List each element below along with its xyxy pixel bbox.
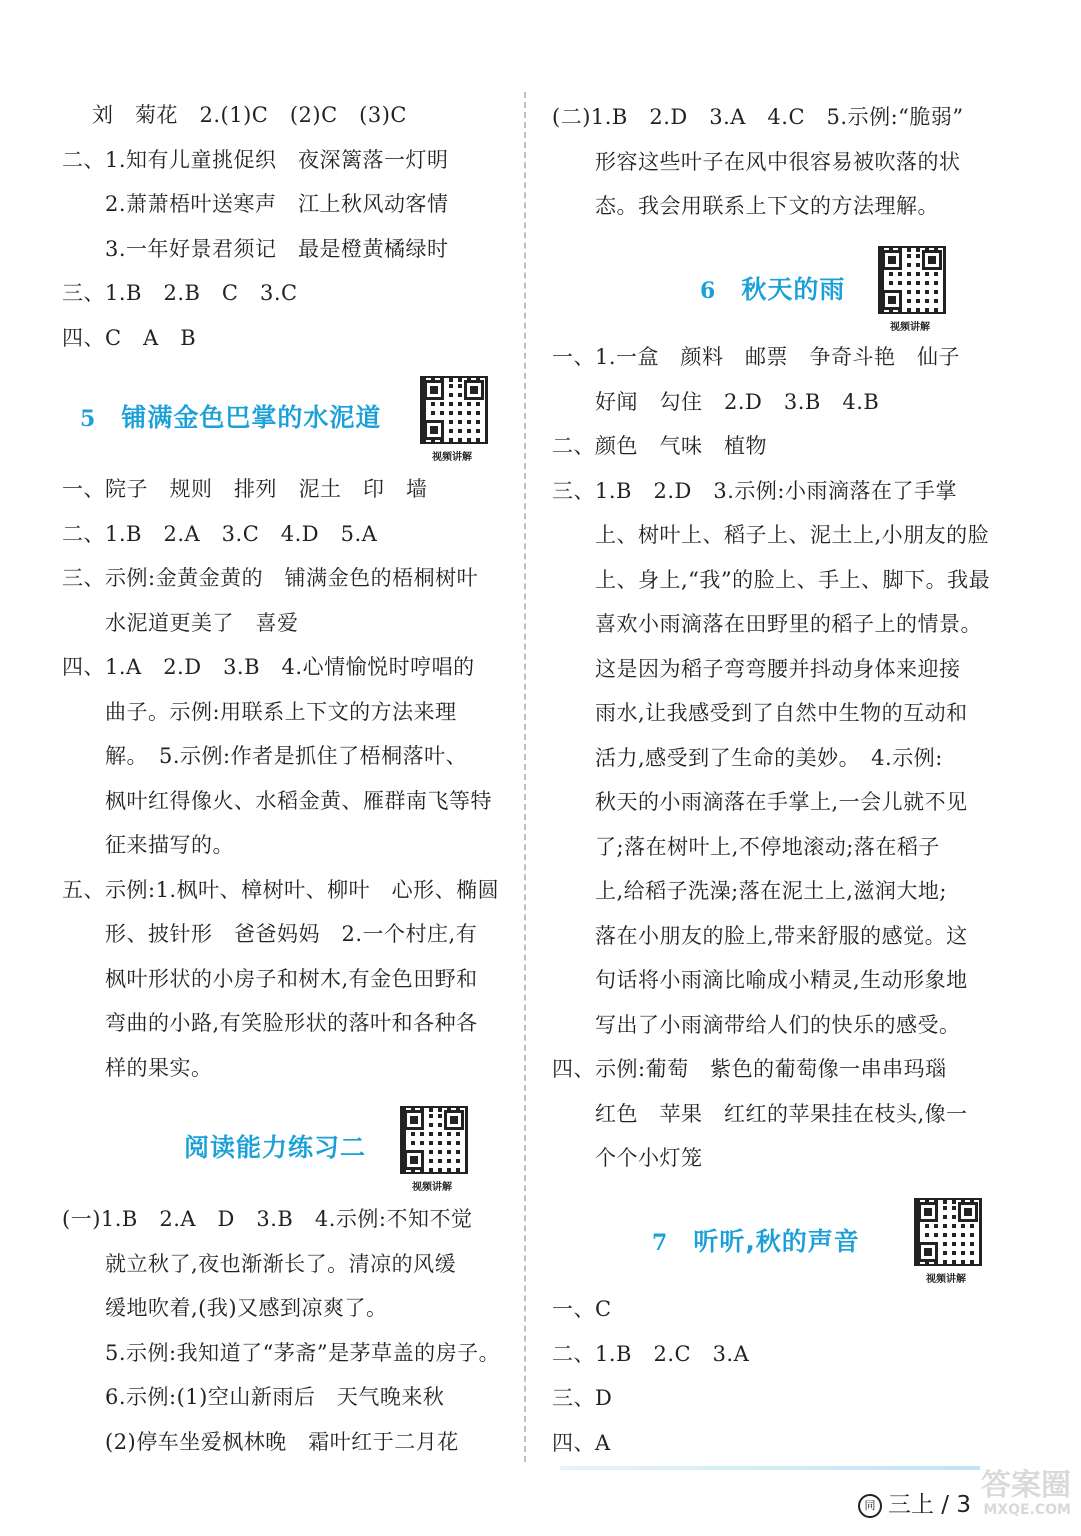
bottom-decor-bar	[560, 1466, 980, 1470]
answer-line: 缓地吹着,(我)又感到凉爽了。	[62, 1296, 388, 1320]
answer-line: 这是因为稻子弯弯腰并抖动身体来迎接	[552, 656, 961, 681]
lesson-6-heading	[700, 270, 845, 306]
answer-line: 秋天的小雨滴落在手掌上,一会儿就不见	[552, 790, 968, 814]
answer-line: 红色 苹果 红红的苹果挂在枝头,像一	[552, 1101, 968, 1126]
answer-line: 二、1.知有儿童挑促织 夜深篱落一灯明	[62, 147, 449, 172]
answer-line: 写出了小雨滴带给人们的快乐的感受。	[552, 1012, 961, 1037]
answer-line: 二、1.B 2.A 3.C 4.D 5.A	[62, 521, 378, 546]
answer-line: 6.示例:(1)空山新雨后 天气晚来秋	[62, 1385, 445, 1409]
answer-line: 上,给稻子洗澡;落在泥土上,滋润大地;	[552, 879, 947, 903]
lesson-number: 5	[80, 406, 96, 432]
answer-line: 三、1.B 2.D 3.示例:小雨滴落在了手掌	[552, 478, 957, 503]
lesson-number: 7	[652, 1230, 668, 1256]
watermark-line2: MXQE.COM	[983, 1502, 1071, 1518]
answer-line: 二、颜色 气味 植物	[552, 434, 767, 458]
answer-line: 三、示例:金黄金黄的 铺满金色的梧桐树叶	[62, 566, 479, 590]
lesson-number: 6	[700, 278, 716, 304]
reading-practice-2-heading	[184, 1128, 366, 1164]
answer-line: (2)停车坐爱枫林晚 霜叶红于二月花	[62, 1429, 459, 1454]
answer-line: 三、1.B 2.B C 3.C	[62, 281, 298, 305]
answer-line: 句话将小雨滴比喻成小精灵,生动形象地	[552, 968, 968, 992]
answer-line: 四、示例:葡萄 紫色的葡萄像一串串玛瑙	[552, 1057, 947, 1081]
answer-line: 5.示例:我知道了“茅斋”是茅草盖的房子。	[62, 1340, 501, 1365]
answer-line: 五、示例:1.枫叶、樟树叶、柳叶 心形、椭圆	[62, 877, 500, 902]
answer-line: 曲子。示例:用联系上下文的方法来理	[62, 699, 457, 724]
answer-line: 上、身上,“我”的脸上、手上、脚下。我最	[552, 567, 991, 592]
answer-line: 态。我会用联系上下文的方法理解。	[552, 194, 939, 218]
answer-line: 个个小灯笼	[552, 1146, 703, 1170]
answer-line: 一、院子 规则 排列 泥土 印 墙	[62, 477, 428, 501]
answer-line: 形容这些叶子在风中很容易被吹落的状	[552, 149, 961, 174]
answer-line: 水泥道更美了 喜爱	[62, 610, 299, 635]
answer-line: (一)1.B 2.A D 3.B 4.示例:不知不觉	[62, 1207, 473, 1231]
answer-line: 形、披针形 爸爸妈妈 2.一个村庄,有	[62, 922, 478, 946]
edition-badge: 同	[858, 1494, 882, 1518]
answer-line: 喜欢小雨滴落在田野里的稻子上的情景。	[552, 612, 982, 636]
lesson-5-heading	[80, 398, 381, 434]
answer-line: 好闻 勾住 2.D 3.B 4.B	[552, 389, 880, 414]
qr-caption: 视频讲解	[412, 1182, 452, 1193]
answer-line: 活力,感受到了生命的美妙。 4.示例:	[552, 745, 943, 770]
lesson-title: 秋天的雨	[741, 275, 846, 304]
lesson-title: 听听,秋的声音	[693, 1227, 860, 1256]
qr-code-icon[interactable]	[420, 376, 488, 444]
answer-line: 3.一年好景君须记 最是橙黄橘绿时	[62, 236, 449, 261]
page-footer	[858, 1486, 971, 1519]
section-title: 阅读能力练习二	[184, 1133, 367, 1162]
answer-line: 四、1.A 2.D 3.B 4.心情愉悦时哼唱的	[62, 655, 475, 679]
lesson-7-heading	[652, 1222, 860, 1258]
qr-caption: 视频讲解	[926, 1274, 966, 1285]
answer-line: 2.萧萧梧叶送寒声 江上秋风动客情	[62, 192, 449, 216]
answer-line: 四、A	[552, 1430, 611, 1455]
answer-line: 了;落在树叶上,不停地滚动;落在稻子	[552, 834, 940, 859]
answer-line: 四、C A B	[62, 325, 197, 350]
answer-line: 二、1.B 2.C 3.A	[552, 1341, 750, 1366]
qr-caption: 视频讲解	[432, 452, 472, 463]
answer-line: 弯曲的小路,有笑脸形状的落叶和各种各	[62, 1011, 478, 1035]
answer-line: 上、树叶上、稻子上、泥土上,小朋友的脸	[552, 523, 990, 547]
answer-line: 三、D	[552, 1386, 613, 1410]
page-number: 三上 / 3	[887, 1492, 971, 1518]
answer-line: 征来描写的。	[62, 833, 234, 857]
answer-line: (二)1.B 2.D 3.A 4.C 5.示例:“脆弱”	[552, 105, 964, 129]
qr-code-icon[interactable]	[400, 1106, 468, 1174]
answer-line: 样的果实。	[62, 1055, 213, 1080]
answer-line: 就立秋了,夜也渐渐长了。清凉的风缓	[62, 1251, 457, 1276]
answer-line: 刘 菊花 2.(1)C (2)C (3)C	[92, 103, 407, 127]
watermark-line1: 答案圈	[981, 1468, 1071, 1503]
answer-line: 枫叶形状的小房子和树木,有金色田野和	[62, 966, 478, 991]
qr-code-icon[interactable]	[914, 1198, 982, 1266]
answer-line: 解。 5.示例:作者是抓住了梧桐落叶、	[62, 744, 468, 768]
answer-line: 落在小朋友的脸上,带来舒服的感觉。这	[552, 923, 968, 948]
answer-line: 雨水,让我感受到了自然中生物的互动和	[552, 701, 968, 725]
answer-line: 一、C	[552, 1297, 612, 1321]
answer-line: 枫叶红得像火、水稻金黄、雁群南飞等特	[62, 788, 492, 813]
column-divider	[524, 92, 526, 1462]
qr-code-icon[interactable]	[878, 246, 946, 314]
watermark-logo	[981, 1470, 1071, 1518]
qr-caption: 视频讲解	[890, 322, 930, 333]
answer-line: 一、1.一盒 颜料 邮票 争奇斗艳 仙子	[552, 345, 961, 369]
lesson-title: 铺满金色巴掌的水泥道	[121, 403, 382, 432]
